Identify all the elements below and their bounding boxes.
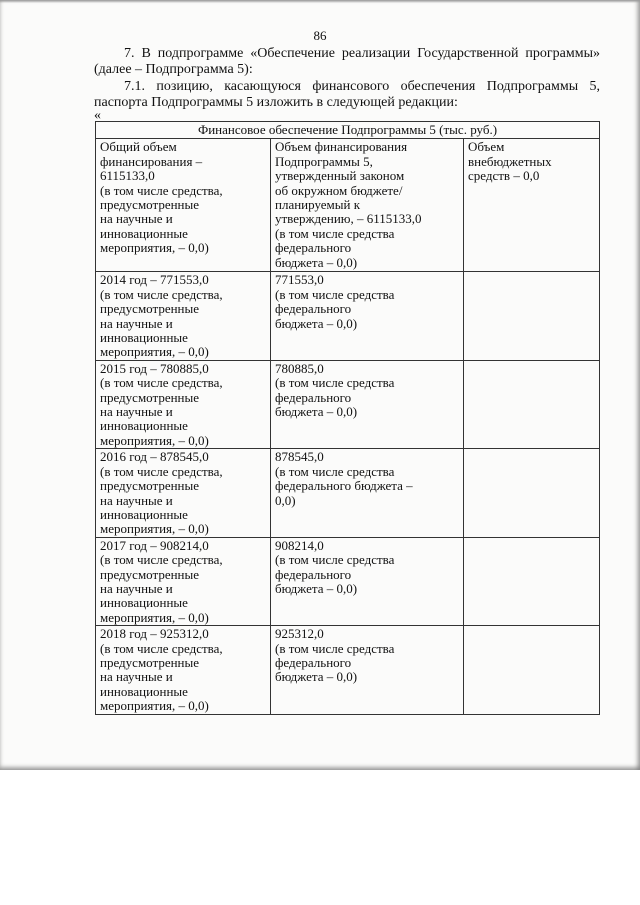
- cell-line: планируемый к: [275, 197, 361, 213]
- cell-line: 2014 год – 771553,0: [100, 272, 209, 288]
- cell-line: предусмотренные: [100, 654, 200, 670]
- cell-line: (в том числе средства,: [100, 182, 223, 198]
- financing-table: [95, 121, 600, 715]
- cell-line: (в том числе средства,: [100, 640, 223, 656]
- paragraph-amendment: 7.1. позицию, касающуюся финансового обеспечения Подпрограммы 5, паспорта Подпрограммы 5 изложить в следующей редакции:: [94, 79, 600, 110]
- cell-line: (в том числе средства: [275, 552, 395, 568]
- scan-edge: [0, 0, 640, 3]
- cell-line: (в том числе средства: [275, 286, 395, 302]
- cell-line: Объем: [468, 139, 505, 155]
- cell-line: мероприятия, – 0,0): [100, 609, 209, 625]
- cell-line: об окружном бюджете/: [275, 182, 403, 198]
- cell-line: 780885,0: [275, 360, 324, 376]
- cell-line: мероприятия, – 0,0): [100, 521, 209, 537]
- cell-line: 878545,0: [275, 449, 324, 465]
- budget-financing-cell: [271, 139, 464, 272]
- cell-line: 0,0): [275, 492, 296, 508]
- opening-quote-mark: «: [94, 108, 101, 123]
- year-total-cell: [96, 360, 271, 448]
- cell-line: инновационные: [100, 683, 188, 699]
- year-total-cell: [96, 626, 271, 714]
- cell-line: средств – 0,0: [468, 168, 540, 184]
- cell-line: (в том числе средства: [275, 640, 395, 656]
- cell-line: мероприятия, – 0,0): [100, 432, 209, 448]
- year-extra-budget-cell: [464, 626, 600, 714]
- cell-line: на научные и: [100, 669, 173, 685]
- cell-line: мероприятия, – 0,0): [100, 698, 209, 714]
- cell-line: на научные и: [100, 580, 173, 596]
- cell-line: бюджета – 0,0): [275, 580, 358, 596]
- year-total-cell: [96, 272, 271, 360]
- cell-line: мероприятия, – 0,0): [100, 240, 209, 256]
- cell-line: 2016 год – 878545,0: [100, 449, 209, 465]
- cell-line: бюджета – 0,0): [275, 669, 358, 685]
- cell-line: Общий объем: [100, 139, 177, 155]
- cell-line: внебюджетных: [468, 153, 552, 169]
- cell-line: бюджета – 0,0): [275, 404, 358, 420]
- cell-line: предусмотренные: [100, 197, 200, 213]
- cell-line: на научные и: [100, 211, 173, 227]
- cell-line: утвержденный законом: [275, 168, 405, 184]
- cell-line: на научные и: [100, 315, 173, 331]
- table-header: Финансовое обеспечение Подпрограммы 5 (тыс. руб.): [96, 122, 600, 139]
- table-row-total: [96, 139, 600, 272]
- year-budget-cell: [271, 626, 464, 714]
- cell-line: (в том числе средства,: [100, 375, 223, 391]
- total-financing-cell: [96, 139, 271, 272]
- cell-line: федерального: [275, 389, 352, 405]
- year-extra-budget-cell: [464, 272, 600, 360]
- cell-line: мероприятия, – 0,0): [100, 344, 209, 360]
- year-extra-budget-cell: [464, 537, 600, 625]
- cell-line: федерального: [275, 566, 352, 582]
- cell-line: 6115133,0: [100, 168, 155, 184]
- cell-line: 925312,0: [275, 626, 324, 642]
- cell-line: предусмотренные: [100, 478, 200, 494]
- cell-line: предусмотренные: [100, 566, 200, 582]
- cell-line: 908214,0: [275, 537, 324, 553]
- cell-line: 2018 год – 925312,0: [100, 626, 209, 642]
- cell-line: (в том числе средства: [275, 375, 395, 391]
- cell-line: утверждению, – 6115133,0: [275, 211, 422, 227]
- year-extra-budget-cell: [464, 360, 600, 448]
- table-row-year: [96, 626, 600, 714]
- cell-line: федерального: [275, 301, 352, 317]
- cell-line: бюджета – 0,0): [275, 315, 358, 331]
- year-budget-cell: [271, 537, 464, 625]
- cell-line: инновационные: [100, 225, 188, 241]
- cell-line: (в том числе средства: [275, 463, 395, 479]
- cell-line: (в том числе средства,: [100, 463, 223, 479]
- page-number: 86: [313, 28, 327, 43]
- extra-budget-cell: [464, 139, 600, 272]
- cell-line: федерального: [275, 240, 352, 256]
- cell-line: инновационные: [100, 506, 188, 522]
- year-total-cell: [96, 449, 271, 537]
- table-row-year: [96, 272, 600, 360]
- cell-line: бюджета – 0,0): [275, 254, 358, 270]
- table-row-year: [96, 449, 600, 537]
- cell-line: предусмотренные: [100, 389, 200, 405]
- cell-line: 771553,0: [275, 272, 324, 288]
- cell-line: федерального бюджета –: [275, 478, 413, 494]
- year-extra-budget-cell: [464, 449, 600, 537]
- cell-line: (в том числе средства,: [100, 286, 223, 302]
- cell-line: Объем финансирования: [275, 139, 408, 155]
- cell-line: (в том числе средства,: [100, 552, 223, 568]
- table-row-year: [96, 537, 600, 625]
- paragraph-subprogram-intro: 7. В подпрограмме «Обеспечение реализации Государственной программы» (далее – Подпрограмма 5):: [94, 46, 600, 77]
- cell-line: (в том числе средства: [275, 225, 395, 241]
- year-budget-cell: [271, 272, 464, 360]
- cell-line: на научные и: [100, 492, 173, 508]
- table-row-year: [96, 360, 600, 448]
- cell-line: инновационные: [100, 418, 188, 434]
- cell-line: федерального: [275, 654, 352, 670]
- cell-line: 2015 год – 780885,0: [100, 360, 209, 376]
- cell-line: инновационные: [100, 330, 188, 346]
- cell-line: Подпрограммы 5,: [275, 153, 373, 169]
- cell-line: инновационные: [100, 595, 188, 611]
- cell-line: на научные и: [100, 404, 173, 420]
- year-total-cell: [96, 537, 271, 625]
- year-budget-cell: [271, 449, 464, 537]
- cell-line: финансирования –: [100, 153, 203, 169]
- cell-line: 2017 год – 908214,0: [100, 537, 209, 553]
- year-budget-cell: [271, 360, 464, 448]
- cell-line: предусмотренные: [100, 301, 200, 317]
